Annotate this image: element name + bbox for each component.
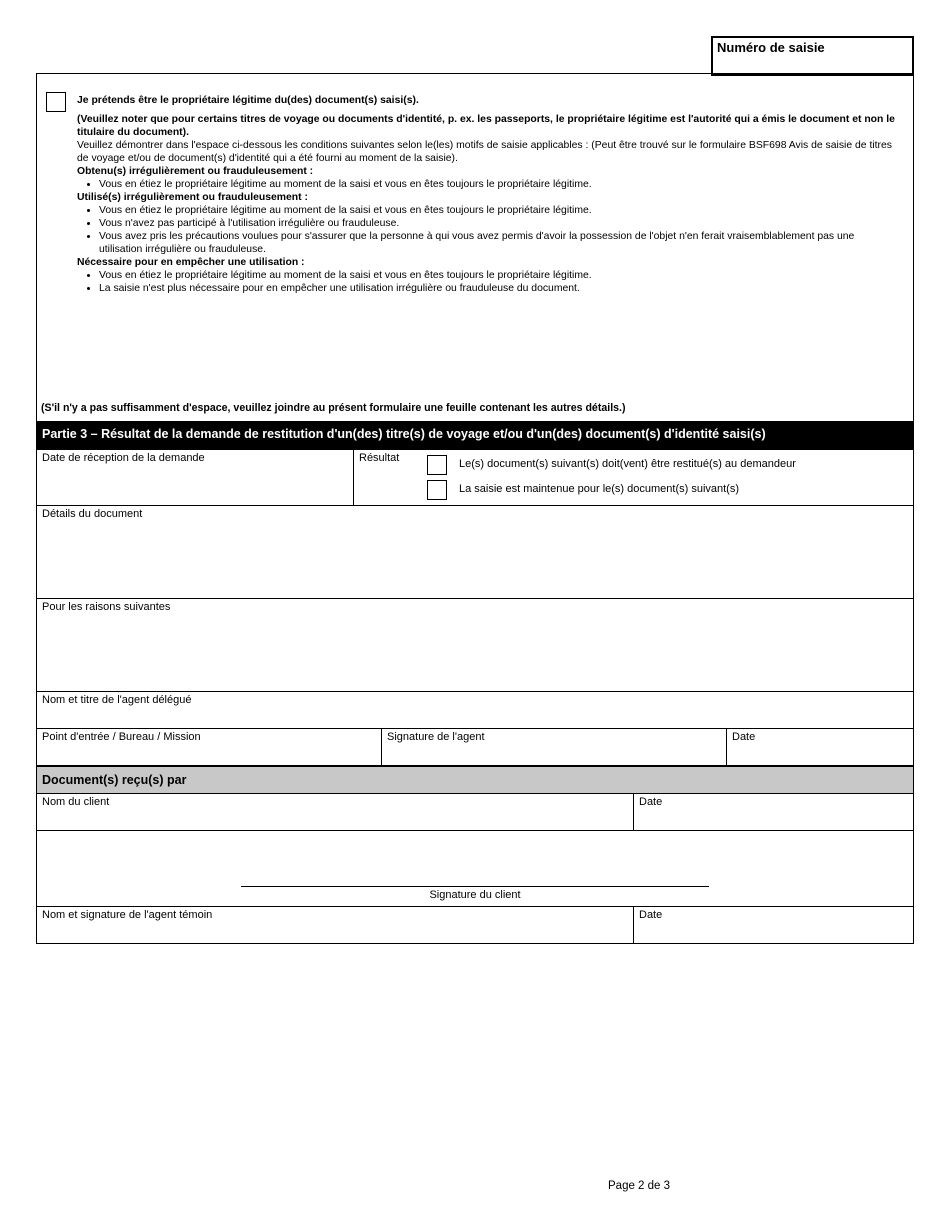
result-maintain-checkbox[interactable] xyxy=(427,480,447,500)
page-number: Page 2 de 3 xyxy=(608,1180,671,1192)
owner-claim-checkbox[interactable] xyxy=(46,92,66,112)
witness-label: Nom et signature de l'agent témoin xyxy=(42,909,213,921)
result-maintain-label: La saisie est maintenue pour le(s) document(s) suivant(s) xyxy=(459,483,740,495)
space-note: (S'il n'y a pas suffisamment d'espace, veuillez joindre au présent formulaire une feuille contenant les autres détails.) xyxy=(41,402,626,414)
result-return-label: Le(s) document(s) suivant(s) doit(vent) être restitué(s) au demandeur xyxy=(459,458,796,470)
port-of-entry-field[interactable] xyxy=(36,728,382,766)
condition-item: • Vous en étiez le propriétaire légitime au moment de la saisi et vous en êtes toujours le propriétaire légitime. xyxy=(99,204,897,217)
date-received-field[interactable] xyxy=(36,449,354,506)
owner-claim-label: Je prétends être le propriétaire légitime du(des) document(s) saisi(s). xyxy=(77,95,419,106)
claim-text xyxy=(77,94,897,295)
port-label: Point d'entrée / Bureau / Mission xyxy=(42,731,201,743)
reasons-field[interactable] xyxy=(36,598,914,692)
result-return-checkbox[interactable] xyxy=(427,455,447,475)
officer-date-field[interactable] xyxy=(726,728,914,766)
client-signature-label: Signature du client xyxy=(429,889,521,901)
document-details-label: Détails du document xyxy=(42,508,143,520)
condition-item: • Vous avez pris les précautions voulues pour s'assurer que la personne à qui vous avez permis d'avoir la possession de l'objet n'en ferait vraisemblablement pas une utilisation irrégulière ou frauduleuse. xyxy=(99,230,897,256)
document-details-field[interactable] xyxy=(36,505,914,599)
witness-field[interactable] xyxy=(36,906,634,944)
group-heading: Obtenu(s) irrégulièrement ou frauduleusement : xyxy=(77,166,314,177)
officer-signature-field[interactable] xyxy=(381,728,727,766)
officer-name-field[interactable] xyxy=(36,691,914,729)
client-date-label: Date xyxy=(639,796,663,808)
date-received-label: Date de réception de la demande xyxy=(42,452,205,464)
officer-date-label: Date xyxy=(732,731,756,743)
client-date-field[interactable] xyxy=(633,793,914,831)
condition-item: • Vous n'avez pas participé à l'utilisation irrégulière ou frauduleuse. xyxy=(99,217,897,230)
condition-item: • Vous en étiez le propriétaire légitime au moment de la saisi et vous en êtes toujours le propriétaire légitime. xyxy=(99,269,897,282)
owner-note: (Veuillez noter que pour certains titres de voyage ou documents d'identité, p. ex. les passeports, le propriétaire légitime est l'autorité qui a émis le document et non le titulaire du document). xyxy=(77,114,895,138)
part3-header: Partie 3 – Résultat de la demande de restitution d'un(des) titre(s) de voyage et/ou d'un(des) document(s) d'identité saisi(s) xyxy=(36,421,914,449)
signature-line xyxy=(241,886,709,887)
reasons-label: Pour les raisons suivantes xyxy=(42,601,171,613)
received-header: Document(s) reçu(s) par xyxy=(36,766,914,794)
group-heading: Utilisé(s) irrégulièrement ou frauduleusement : xyxy=(77,192,308,203)
witness-date-label: Date xyxy=(639,909,663,921)
client-name-label: Nom du client xyxy=(42,796,110,808)
claim-response-area[interactable] xyxy=(77,300,907,396)
witness-date-field[interactable] xyxy=(633,906,914,944)
condition-item: • Vous en étiez le propriétaire légitime au moment de la saisi et vous en êtes toujours le propriétaire légitime. xyxy=(99,178,897,191)
condition-item: • La saisie n'est plus nécessaire pour en empêcher une utilisation irrégulière ou frauduleuse du document. xyxy=(99,282,897,295)
client-name-field[interactable] xyxy=(36,793,634,831)
seizure-number-label: Numéro de saisie xyxy=(717,40,825,55)
seizure-number-field[interactable] xyxy=(711,36,914,76)
officer-signature-label: Signature de l'agent xyxy=(387,731,485,743)
result-label: Résultat xyxy=(359,452,400,464)
group-heading: Nécessaire pour en empêcher une utilisation : xyxy=(77,257,305,268)
instructions-text: Veuillez démontrer dans l'espace ci-dessous les conditions suivantes selon le(les) motifs de saisie applicables : (Peut être trouvé sur le formulaire BSF698 Avis de saisie de titres de voyage et/ou de document(s) d'identité qui a été fourni au moment de la saisie). xyxy=(77,140,892,164)
officer-name-label: Nom et titre de l'agent délégué xyxy=(42,694,192,706)
